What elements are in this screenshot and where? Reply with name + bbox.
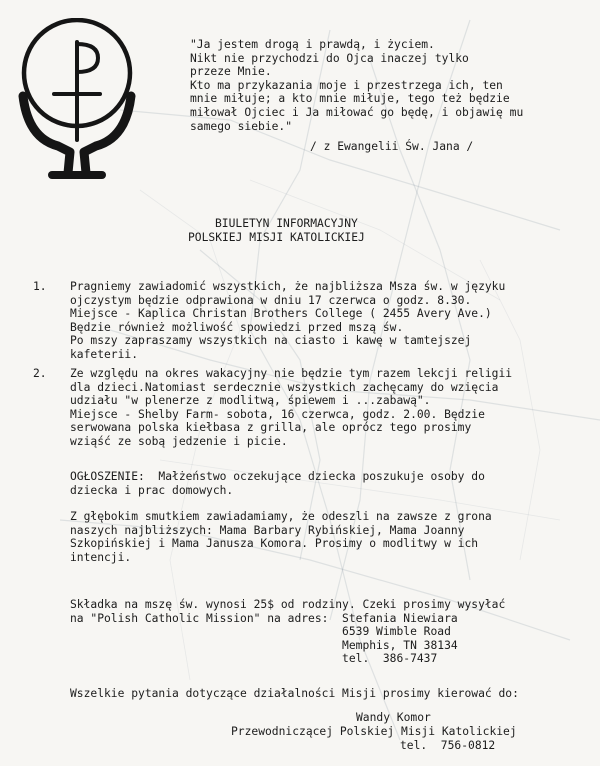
condolence-line: Z głębokim smutkiem zawiadamiamy, że odeszli na zawsze z grona (70, 510, 492, 523)
quote-line: Nikt nie przychodzi do Ojca inaczej tylko (190, 51, 469, 65)
donation-line: Składka na mszę św. wynosi 25$ od rodziny. Czeki prosimy wysyłać (70, 598, 506, 611)
job-announcement (70, 470, 485, 497)
donation-line: na "Polish Catholic Mission" na adres: Stefania Niewiara (70, 611, 458, 625)
item-line: Ze względu na okres wakacyjny nie będzie tym razem lekcji religii (70, 367, 513, 380)
item-line: dla dzieci.Natomiast serdecznie wszystkich zachęcamy do wzięcia (70, 380, 499, 394)
donation-info (70, 598, 505, 666)
item-line: serwowana polska kiełbasa z grilla, ale oprócz tego prosimy (70, 421, 472, 435)
item-line: Pragniemy zawiadomić wszystkich, że najbliższa Msza św. w języku (70, 280, 506, 293)
quote-line: Kto ma przykazania moje i przestrzega ich, ten (190, 78, 503, 92)
item-mass-announcement (70, 280, 505, 362)
condolence-line: intencji. (70, 550, 132, 564)
item-line: udziału "w plenerze z modlitwą, śpiewem i ...zabawą". (70, 394, 431, 408)
donation-address-line: Memphis, TN 38134 (70, 638, 458, 652)
condolence-notice (70, 510, 492, 564)
quote-line: przeze Mnie. (190, 65, 272, 79)
item-line: Po mszy zapraszamy wszystkich na ciasto i kawę w tamtejszej (70, 334, 472, 348)
announcement-line: OGŁOSZENIE: Małżeństwo oczekujące dziecka poszukuje osoby do (70, 470, 485, 483)
condolence-line: Szkopińskiej i Mama Janusza Komora. Prosimy o modlitwy w ich (70, 537, 479, 551)
gospel-quote (190, 38, 523, 133)
signature-name: Wandy Komor (356, 711, 431, 724)
item-line: Będzie również możliwość spowiedzi przed mszą św. (70, 320, 404, 334)
chalice-chi-rho-logo (18, 18, 136, 188)
quote-line: "Ja jestem drogą i prawdą, i życiem. (190, 38, 435, 51)
item-line: Miejsce - Kaplica Christan Brothers College ( 2455 Avery Ave.) (70, 307, 492, 321)
signature-phone: tel. 756-0812 (400, 739, 496, 752)
item-line: ojczystym będzie odprawiona w dniu 17 czerwca o godz. 8.30. (70, 293, 472, 307)
quote-source: / z Ewangelii Św. Jana / (310, 140, 474, 153)
quote-line: mnie miłuje; a kto mnie miłuje, tego też będzie (190, 92, 510, 106)
condolence-line: naszych najbliższych: Mama Barbary Rybińskiej, Mama Joanny (70, 523, 465, 537)
item-number: 2. (33, 367, 47, 380)
item-line: kafeterii. (70, 347, 139, 361)
item-picnic-announcement (70, 367, 512, 449)
donation-address-line: tel. 386-7437 (70, 652, 438, 666)
item-line: wziąść ze sobą jedzenie i picie. (70, 434, 288, 448)
bulletin-title-line-1: BIULETYN INFORMACYJNY (215, 217, 358, 230)
quote-line: samego siebie." (190, 119, 293, 133)
item-number: 1. (33, 280, 47, 293)
contact-line: Wszelkie pytania dotyczące działalności Misji prosimy kierować do: (70, 687, 519, 700)
item-line: Miejsce - Shelby Farm- sobota, 16 czerwca, godz. 2.00. Będzie (70, 407, 485, 421)
donation-address-line: 6539 Wimble Road (70, 625, 451, 639)
signature-role: Przewodniczącej Polskiej Misji Katolickiej (231, 725, 517, 738)
announcement-line: dziecka i prac domowych. (70, 483, 234, 497)
quote-line: miłował Ojciec i Ja miłować go będę, i objawię mu (190, 105, 524, 119)
bulletin-title-line-2: POLSKIEJ MISJI KATOLICKIEJ (188, 231, 365, 244)
